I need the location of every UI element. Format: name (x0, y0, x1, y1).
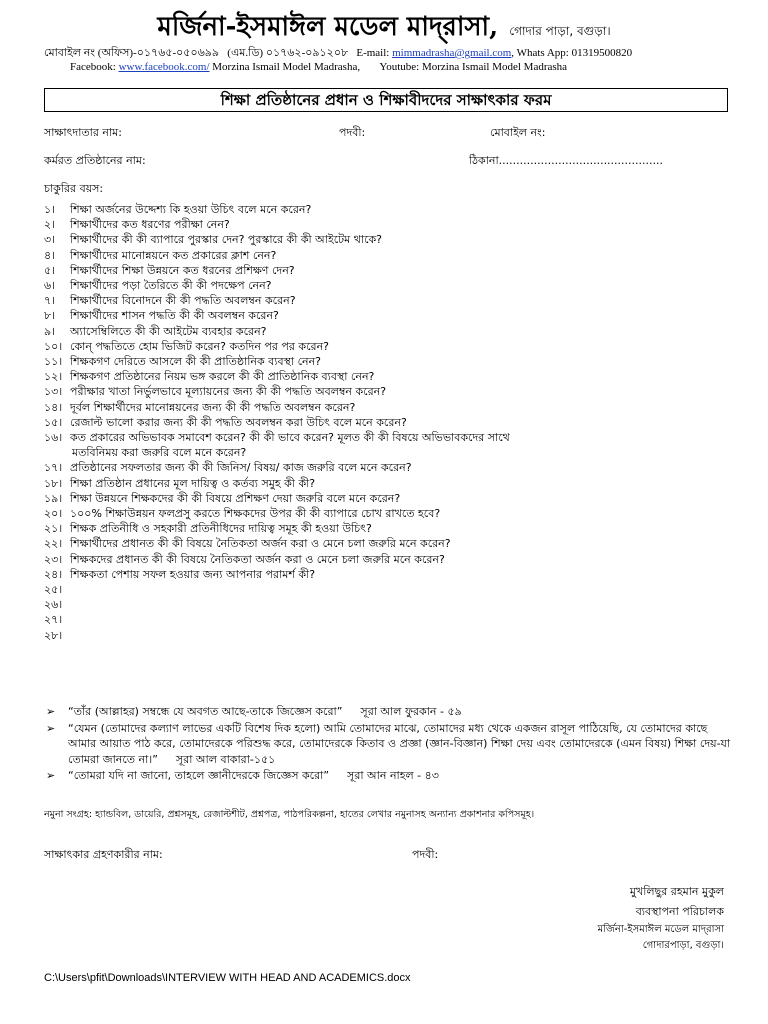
question-text: শিক্ষার্থীদের মানোন্নয়নে কত প্রকারের ক্লাশ নেন? (70, 248, 277, 262)
question-number: ৬। (44, 279, 56, 293)
question-text: শিক্ষা প্রতিষ্ঠান প্রধানের মূল দায়িত্ব ও কর্তব্য সমুহ কী কী? (70, 476, 316, 490)
office-mobile: মোবাইল নং (অফিস)-০১৭৬৫-০৫০৬৯৯ (44, 47, 220, 59)
job-age-label: চাকুরির বয়স: (44, 182, 104, 195)
question-item (44, 248, 734, 263)
question-item (44, 536, 734, 551)
question-text: শিক্ষক প্রতিনীধি ও সহকারী প্রতিনীধিদের দায়িত্ব সমূহ কী হওয়া উচিৎ? (70, 522, 372, 536)
question-number: ১৩। (44, 385, 63, 399)
question-number: ৭। (44, 294, 56, 308)
signatory-name: মুখলিছুর রহমান মুকুল (629, 885, 724, 898)
question-text: ১০০% শিক্ষাউন্নয়ন ফলপ্রসু করতে শিক্ষকদের উপর কী কী ব্যাপারে চোখ রাখতে হবে? (70, 507, 441, 521)
quote-text: “যেমন (তোমাদের কল্যাণ লাভের একটি বিশেষ দিক হলো) আমি তোমাদের মাঝে, তোমাদের মধ্য থেকে একজন রাসূল পাঠিয়েছি, যে তোমাদের কাছে আমার আয়াত পাঠ করে, তোমাদেরকে পরিশুদ্ধ করে, তোমাদেরকে কিতাব ও প্রজ্ঞা (জ্ঞান-বিজ্ঞান) শিক্ষা দেয় এবং তোমাদেরকে (এমন বিষয়) শিক্ষা দেয়-যা তোমরা জানতে না।” (68, 721, 731, 766)
question-item (44, 202, 734, 217)
question-item (44, 308, 734, 323)
question-text: শিক্ষকগণ প্রতিষ্ঠানের নিয়ম ভঙ্গ করলে কী কী প্রাতিষ্ঠানিক ব্যবস্থা নেন? (70, 370, 375, 384)
signatory-org: মর্জিনা-ইসমাঈল মডেল মাদ্‌রাসা (597, 924, 724, 935)
question-text: কত প্রকারের অভিভাবক সমাবেশ করেন? কী কী ভাবে করেন? মূলত কী কী বিষয়ে অভিভাবকদের সাথে (70, 431, 510, 445)
quote-reference: সূরা আল বাকারা-১৫১ (175, 752, 276, 766)
question-text: দূর্বল শিক্ষার্থীদের মানোন্নয়নের জন্য কী কী পদ্ধতি অবলম্বন করেন? (70, 400, 356, 414)
question-item (44, 430, 734, 445)
question-item (44, 476, 734, 491)
question-number: ৯। (44, 324, 56, 338)
question-number: ১১। (44, 355, 63, 369)
question-number: ৫। (44, 263, 56, 277)
question-item (44, 278, 734, 293)
question-item (44, 339, 734, 354)
question-item (44, 628, 734, 643)
signatory-title: ব্যবস্থাপনা পরিচালক (635, 905, 724, 918)
question-number: ১৭। (44, 461, 63, 475)
question-number: ২৩। (44, 552, 63, 566)
question-item (44, 521, 734, 536)
quote-item (44, 704, 734, 720)
arrow-bullet-icon: ➢ (46, 769, 56, 782)
question-text: শিক্ষকগণ দেরিতে আসলে কী কী প্রাতিষ্ঠানিক ব্যবস্থা নেন? (70, 355, 322, 369)
question-text: রেজাল্ট ভালো করার জন্য কী কী পদ্ধতি অবলম্বন করা উচিৎ বলে মনে করেন? (70, 415, 407, 429)
question-number: ১। (44, 203, 56, 216)
question-text: শিক্ষার্থীদের কী কী ব্যাপারে পুরস্কার দেন? পুরস্কারে কী কী আইটেম থাকে? (70, 233, 383, 247)
quote-text: “তাঁর (আল্লাহর) সম্বন্ধে যে অবগত আছে-তাকে জিজ্ঞেস করো” (68, 705, 343, 718)
question-number: ১৯। (44, 491, 63, 505)
arrow-bullet-icon: ➢ (46, 705, 56, 718)
question-item (44, 384, 734, 399)
question-number: ২। (44, 218, 56, 232)
question-item (44, 552, 734, 567)
quote-text: “তোমরা যদি না জানো, তাহলে জ্ঞানীদেরকে জিজ্ঞেস করো” (68, 769, 330, 782)
question-item (44, 491, 734, 506)
institution-name: মর্জিনা-ইসমাঈল মডেল মাদ্‌রাসা, (157, 12, 499, 42)
form-title: শিক্ষা প্রতিষ্ঠানের প্রধান ও শিক্ষাবীদদের সাক্ষাৎকার ফরম (44, 88, 728, 112)
question-number: ১৮। (44, 476, 63, 490)
question-item (44, 400, 734, 415)
question-item (44, 232, 734, 247)
question-number: ৩। (44, 233, 56, 247)
receiver-designation-label: পদবী: (412, 848, 439, 861)
question-number: ২৭। (44, 613, 63, 627)
question-text: শিক্ষা অর্জনের উদ্দেশ্য কি হওয়া উচিৎ বলে মনে করেন? (70, 203, 312, 216)
question-item (44, 415, 734, 430)
institution-location: গোদার পাড়া, বগুড়া। (509, 24, 611, 38)
question-item (44, 217, 734, 232)
question-text: শিক্ষকদের প্রধানত কী কী বিষয়ে নৈতিকতা অর্জন করা ও মেনে চলা জরুরি মনে করেন? (70, 552, 445, 566)
question-text: শিক্ষা উন্নয়নে শিক্ষকদের কী কী বিষয়ে প্রশিক্ষণ দেয়া জরুরি বলে মনে করেন? (70, 491, 401, 505)
md-phone: (এম.ডি) ০১৭৬২-০৯১২০৮ (227, 47, 349, 59)
question-number: ১২। (44, 370, 63, 384)
question-text: কোন্‌ পদ্ধতিতে হোম ভিজিট করেন? কতদিন পর পর করেন? (70, 339, 329, 353)
question-number: ৪। (44, 248, 56, 262)
quote-reference: সূরা আন নাহল - ৪৩ (347, 769, 439, 782)
file-path-footer: C:\Users\pfit\Downloads\INTERVIEW WITH HEAD AND ACADEMICS.docx (44, 972, 411, 984)
question-number: ২৫। (44, 583, 63, 597)
mobile-label: মোবাইল নং: (490, 126, 546, 139)
question-text-continued: মতবিনিময় করা জরুরি বলে মনে করেন? (72, 446, 247, 460)
address-label: ঠিকানা............................................... (469, 154, 664, 167)
question-number: ১৬। (44, 431, 63, 445)
question-item (44, 263, 734, 278)
contact-row-1 (44, 46, 738, 60)
institution-name-label: কর্মরত প্রতিষ্ঠানের নাম: (44, 154, 146, 167)
signature-block (598, 882, 724, 954)
quote-item (44, 768, 734, 784)
question-item (44, 460, 734, 475)
youtube-channel: Youtube: Morzina Ismail Model Madrasha (379, 61, 568, 73)
designation-label: পদবী: (339, 126, 366, 139)
question-item (44, 293, 734, 308)
question-text: শিক্ষার্থীদের শাসন পদ্ধতি কী কী অবলম্বন করেন? (70, 309, 279, 323)
question-number: ২৮। (44, 628, 63, 642)
whatsapp-number: , Whats App: 01319500820 (511, 47, 633, 59)
question-text: শিক্ষার্থীদের কত ধরণের পরীক্ষা নেন? (70, 218, 230, 232)
question-item (44, 506, 734, 521)
question-number: ২০। (44, 507, 63, 521)
quote-item (44, 721, 734, 768)
facebook-name: Morzina Ismail Model Madrasha, (212, 61, 361, 73)
question-number: ২৬। (44, 598, 63, 612)
question-number: ২২। (44, 537, 63, 551)
interviewee-name-label: সাক্ষাৎদাতার নাম: (44, 126, 122, 139)
receiver-name-label: সাক্ষাৎকার গ্রহণকারীর নাম: (44, 848, 163, 861)
question-text: শিক্ষার্থীদের শিক্ষা উন্নয়নে কত ধরনের প্রশিক্ষণ দেন? (70, 263, 295, 277)
question-text: শিক্ষকতা পেশায় সফল হওয়ার জন্য আপনার পরামর্শ কী? (70, 567, 316, 581)
facebook-link[interactable]: www.facebook.com/ (118, 61, 210, 73)
question-item (44, 324, 734, 339)
question-item (44, 354, 734, 369)
question-item (44, 369, 734, 384)
question-number: ১৫। (44, 415, 63, 429)
question-text: প্রতিষ্ঠানের সফলতার জন্য কী কী জিনিস/ বিষয়/ কাজ জরুরি বলে মনে করেন? (70, 461, 412, 475)
facebook-label: Facebook: (70, 61, 116, 73)
question-list (44, 202, 734, 643)
question-text: শিক্ষার্থীদের পড়া তৈরিতে কী কী পদক্ষেপ নেন? (70, 279, 272, 293)
question-item (44, 612, 734, 627)
email-link[interactable]: mimmadrasha@gmail.com (392, 47, 512, 59)
question-number: ২১। (44, 522, 63, 536)
question-text: পরীক্ষার খাতা নির্ভুলভাবে মূল্যায়নের জন্য কী কী পদ্ধতি অবলম্বন করেন? (70, 385, 387, 399)
question-number: ৮। (44, 309, 56, 323)
question-item (44, 567, 734, 582)
quote-list (44, 704, 734, 785)
email-label: E-mail: (356, 47, 390, 59)
question-text: শিক্ষার্থীদের প্রধানত কী কী বিষয়ে নৈতিকতা অর্জন করা ও মেনে চলা জরুরি মনে করেন? (70, 537, 451, 551)
question-text: শিক্ষার্থীদের বিনোদনে কী কী পদ্ধতি অবলম্বন করেন? (70, 294, 296, 308)
question-number: ১৪। (44, 400, 63, 414)
sample-collection-note: নমুনা সংগ্রহ: হ্যান্ডবিল, ডায়েরি, প্রশ্নসমূহ, রেজাল্টশীট, প্রশ্নপত্র, পাঠপরিকল্পনা, হাতের লেখার নমুনাসহ অন্যান্য প্রকাশনার কপিসমূহ। (44, 809, 535, 820)
letterhead-title (0, 6, 768, 50)
signatory-place: গোদারপাড়া, বগুড়া। (642, 940, 724, 951)
question-number: ২৪। (44, 567, 63, 581)
contact-row-2 (44, 60, 738, 74)
quote-reference: সূরা আল ফুরকান - ৫৯ (360, 705, 462, 718)
question-number: ১০। (44, 339, 63, 353)
question-item (44, 582, 734, 597)
question-item (44, 597, 734, 612)
contact-block (44, 46, 738, 74)
question-text: অ্যাসেম্বিলিতে কী কী আইটেম ব্যবহার করেন? (70, 324, 267, 338)
arrow-bullet-icon: ➢ (46, 721, 56, 735)
